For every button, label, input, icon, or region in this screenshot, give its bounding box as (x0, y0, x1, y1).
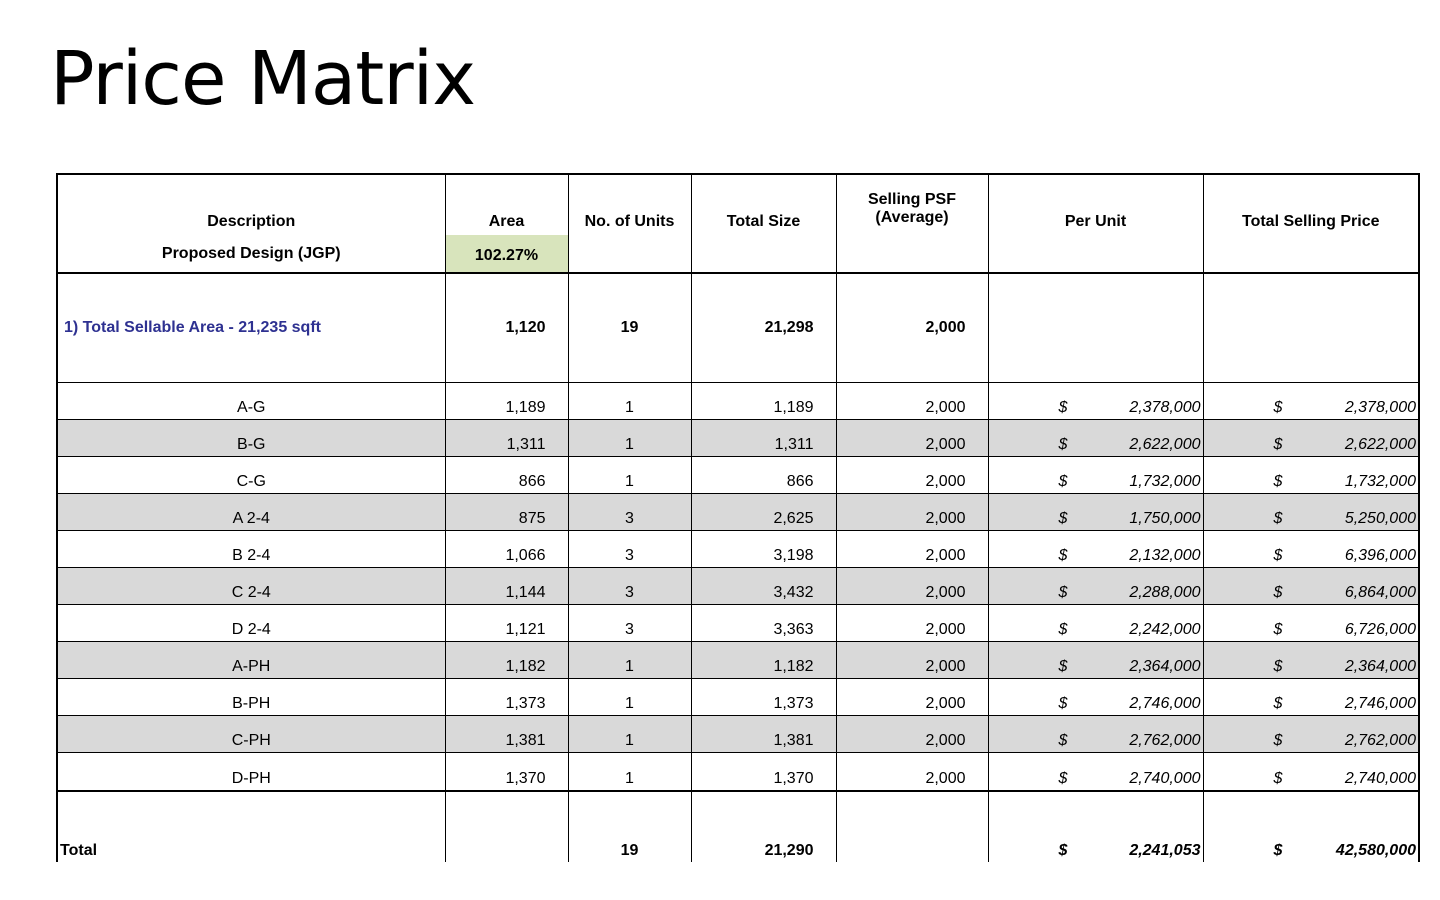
section-psf: 2,000 (836, 273, 988, 383)
unit-selling-psf: 2,000 (836, 642, 988, 679)
total-price-amount: 6,396,000 (1344, 547, 1416, 564)
unit-count: 1 (568, 642, 691, 679)
unit-area: 1,373 (445, 679, 568, 716)
unit-total-size: 3,363 (691, 605, 836, 642)
unit-total-selling-price (1203, 494, 1419, 531)
section-row (57, 273, 1419, 383)
unit-area: 1,370 (445, 753, 568, 792)
header-total-price-label: Total Selling Price (1241, 213, 1380, 230)
section-units: 19 (568, 273, 691, 383)
table-row (57, 605, 1419, 642)
unit-description: D 2-4 (57, 605, 445, 642)
unit-area: 1,066 (445, 531, 568, 568)
header-area (445, 174, 568, 273)
table-row (57, 531, 1419, 568)
total-per-unit (988, 791, 1203, 862)
table-row (57, 383, 1419, 420)
unit-total-selling-price (1203, 679, 1419, 716)
table-row (57, 420, 1419, 457)
header-psf-label (837, 191, 988, 227)
total-price-amount: 1,732,000 (1344, 473, 1416, 490)
unit-selling-psf: 2,000 (836, 494, 988, 531)
unit-description: B-G (57, 420, 445, 457)
section-total-size: 21,298 (691, 273, 836, 383)
header-total-size-label: Total Size (726, 213, 801, 230)
total-size: 21,290 (691, 791, 836, 862)
total-price-amount: 2,746,000 (1344, 695, 1416, 712)
total-row (57, 791, 1419, 862)
header-subdescription: Proposed Design (JGP) (161, 245, 341, 262)
currency-symbol: $ (1273, 510, 1283, 527)
per-unit-amount: 2,746,000 (1129, 695, 1201, 712)
unit-total-selling-price (1203, 605, 1419, 642)
unit-count: 1 (568, 753, 691, 792)
currency-symbol: $ (1058, 510, 1068, 527)
header-psf-line1: Selling PSF (867, 191, 956, 208)
total-area (445, 791, 568, 862)
unit-count: 1 (568, 716, 691, 753)
unit-total-size: 2,625 (691, 494, 836, 531)
currency-symbol: $ (1058, 621, 1068, 638)
table-row (57, 642, 1419, 679)
total-psf (836, 791, 988, 862)
unit-area: 1,311 (445, 420, 568, 457)
per-unit-amount: 2,762,000 (1129, 732, 1201, 749)
header-area-label: Area (488, 213, 525, 230)
unit-total-size: 1,182 (691, 642, 836, 679)
unit-description: C 2-4 (57, 568, 445, 605)
unit-total-selling-price (1203, 383, 1419, 420)
per-unit-amount: 2,288,000 (1129, 584, 1201, 601)
unit-selling-psf: 2,000 (836, 531, 988, 568)
currency-symbol: $ (1273, 770, 1283, 787)
unit-per-unit-price (988, 383, 1203, 420)
currency-symbol: $ (1058, 584, 1068, 601)
unit-count: 3 (568, 494, 691, 531)
table-row (57, 716, 1419, 753)
currency-symbol: $ (1273, 399, 1283, 416)
currency-symbol: $ (1058, 732, 1068, 749)
header-selling-psf (836, 174, 988, 273)
table-row (57, 568, 1419, 605)
unit-per-unit-price (988, 457, 1203, 494)
total-selling-price (1203, 791, 1419, 862)
unit-selling-psf: 2,000 (836, 457, 988, 494)
unit-per-unit-price (988, 420, 1203, 457)
header-description (57, 174, 445, 273)
unit-per-unit-price (988, 568, 1203, 605)
header-row (57, 174, 1419, 273)
header-units (568, 174, 691, 273)
currency-symbol: $ (1058, 695, 1068, 712)
unit-description: A-G (57, 383, 445, 420)
unit-description: A 2-4 (57, 494, 445, 531)
unit-selling-psf: 2,000 (836, 568, 988, 605)
currency-symbol: $ (1058, 473, 1068, 490)
currency-symbol: $ (1273, 658, 1283, 675)
total-price-amount: 6,726,000 (1344, 621, 1416, 638)
section-label: 1) Total Sellable Area - 21,235 sqft (57, 273, 445, 383)
unit-total-size: 1,373 (691, 679, 836, 716)
unit-per-unit-price (988, 679, 1203, 716)
total-selling-price-amount: 42,580,000 (1335, 842, 1416, 859)
unit-total-size: 1,381 (691, 716, 836, 753)
total-per-unit-amount: 2,241,053 (1129, 842, 1201, 859)
unit-selling-psf: 2,000 (836, 605, 988, 642)
unit-per-unit-price (988, 716, 1203, 753)
unit-area: 1,381 (445, 716, 568, 753)
total-price-amount: 2,364,000 (1344, 658, 1416, 675)
table-row (57, 494, 1419, 531)
unit-selling-psf: 2,000 (836, 383, 988, 420)
table-row (57, 679, 1419, 716)
unit-description: B-PH (57, 679, 445, 716)
currency-symbol: $ (1273, 842, 1283, 859)
currency-symbol: $ (1273, 695, 1283, 712)
per-unit-amount: 2,378,000 (1129, 399, 1201, 416)
unit-total-selling-price (1203, 753, 1419, 792)
unit-total-selling-price (1203, 568, 1419, 605)
unit-count: 3 (568, 531, 691, 568)
total-price-amount: 5,250,000 (1344, 510, 1416, 527)
currency-symbol: $ (1058, 399, 1068, 416)
per-unit-amount: 2,132,000 (1129, 547, 1201, 564)
unit-description: A-PH (57, 642, 445, 679)
unit-count: 1 (568, 383, 691, 420)
unit-count: 1 (568, 420, 691, 457)
total-price-amount: 2,762,000 (1344, 732, 1416, 749)
unit-selling-psf: 2,000 (836, 420, 988, 457)
unit-total-selling-price (1203, 457, 1419, 494)
header-total-price (1203, 174, 1419, 273)
per-unit-amount: 2,740,000 (1129, 770, 1201, 787)
currency-symbol: $ (1273, 621, 1283, 638)
total-price-amount: 2,740,000 (1344, 770, 1416, 787)
header-total-size (691, 174, 836, 273)
page-title: Price Matrix (50, 36, 476, 122)
unit-description: C-PH (57, 716, 445, 753)
header-per-unit (988, 174, 1203, 273)
unit-selling-psf: 2,000 (836, 679, 988, 716)
unit-area: 1,144 (445, 568, 568, 605)
table-row (57, 457, 1419, 494)
unit-total-size: 3,198 (691, 531, 836, 568)
unit-area: 1,182 (445, 642, 568, 679)
table-row (57, 753, 1419, 792)
currency-symbol: $ (1058, 658, 1068, 675)
currency-symbol: $ (1273, 436, 1283, 453)
per-unit-amount: 2,242,000 (1129, 621, 1201, 638)
unit-area: 1,121 (445, 605, 568, 642)
unit-per-unit-price (988, 605, 1203, 642)
total-units: 19 (568, 791, 691, 862)
currency-symbol: $ (1273, 473, 1283, 490)
unit-description: B 2-4 (57, 531, 445, 568)
unit-area: 875 (445, 494, 568, 531)
currency-symbol: $ (1273, 732, 1283, 749)
unit-per-unit-price (988, 531, 1203, 568)
unit-total-size: 1,311 (691, 420, 836, 457)
unit-count: 3 (568, 605, 691, 642)
per-unit-amount: 2,364,000 (1129, 658, 1201, 675)
price-matrix-table (56, 173, 1420, 862)
unit-area: 1,189 (445, 383, 568, 420)
unit-total-size: 866 (691, 457, 836, 494)
section-total-price (1203, 273, 1419, 383)
unit-description: D-PH (57, 753, 445, 792)
header-per-unit-label: Per Unit (1064, 213, 1127, 230)
total-label: Total (57, 791, 445, 862)
unit-total-size: 3,432 (691, 568, 836, 605)
header-psf-line2: (Average) (875, 209, 949, 226)
area-percentage: 102.27% (446, 235, 568, 272)
unit-total-selling-price (1203, 642, 1419, 679)
per-unit-amount: 1,750,000 (1129, 510, 1201, 527)
currency-symbol: $ (1058, 842, 1068, 859)
unit-selling-psf: 2,000 (836, 716, 988, 753)
total-price-amount: 6,864,000 (1344, 584, 1416, 601)
unit-count: 3 (568, 568, 691, 605)
unit-total-size: 1,370 (691, 753, 836, 792)
total-price-amount: 2,378,000 (1344, 399, 1416, 416)
currency-symbol: $ (1273, 547, 1283, 564)
header-description-label: Description (207, 213, 296, 230)
unit-total-size: 1,189 (691, 383, 836, 420)
unit-area: 866 (445, 457, 568, 494)
per-unit-amount: 1,732,000 (1129, 473, 1201, 490)
unit-total-selling-price (1203, 716, 1419, 753)
currency-symbol: $ (1058, 436, 1068, 453)
unit-per-unit-price (988, 494, 1203, 531)
currency-symbol: $ (1273, 584, 1283, 601)
unit-selling-psf: 2,000 (836, 753, 988, 792)
header-units-label: No. of Units (584, 213, 675, 230)
total-price-amount: 2,622,000 (1344, 436, 1416, 453)
section-per-unit (988, 273, 1203, 383)
unit-count: 1 (568, 457, 691, 494)
unit-total-selling-price (1203, 531, 1419, 568)
currency-symbol: $ (1058, 770, 1068, 787)
unit-per-unit-price (988, 753, 1203, 792)
section-area: 1,120 (445, 273, 568, 383)
unit-count: 1 (568, 679, 691, 716)
unit-total-selling-price (1203, 420, 1419, 457)
unit-description: C-G (57, 457, 445, 494)
per-unit-amount: 2,622,000 (1129, 436, 1201, 453)
currency-symbol: $ (1058, 547, 1068, 564)
unit-per-unit-price (988, 642, 1203, 679)
